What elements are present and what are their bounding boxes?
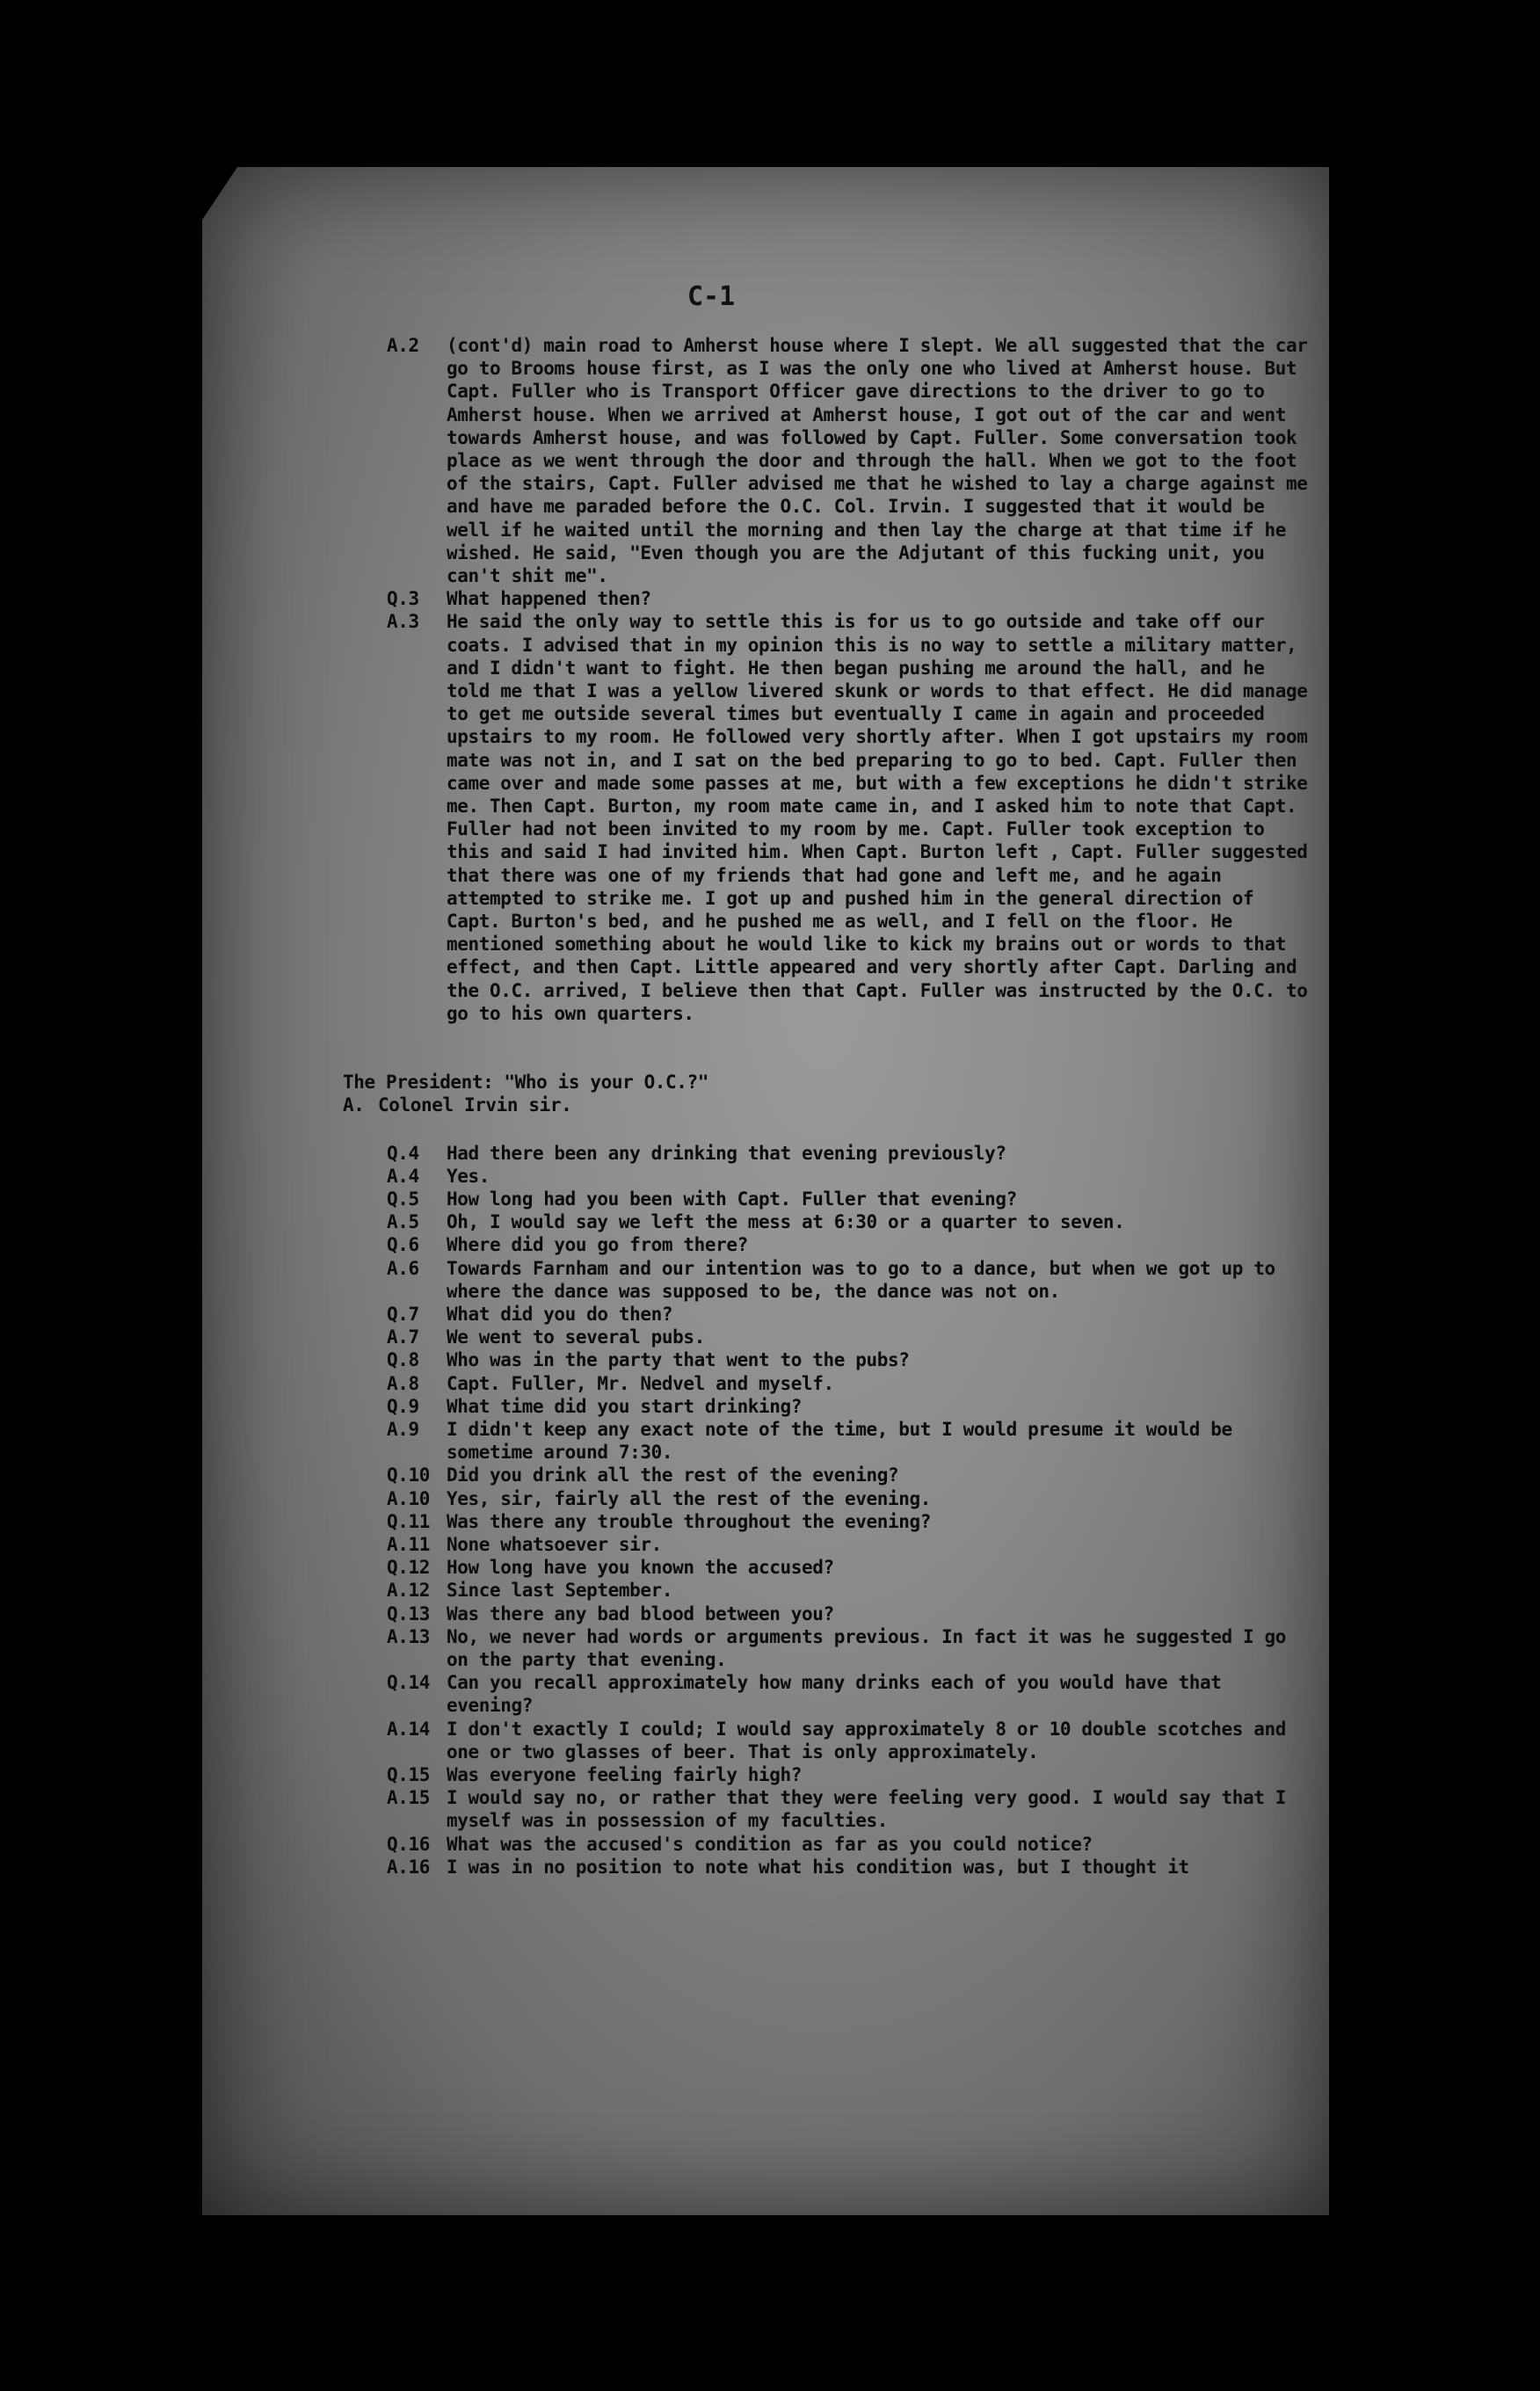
qa-text: (cont'd) main road to Amherst house where I slept. We all suggested that the car go to Brooms house first, as I was the only one who lived at Amherst house. But Capt. Fuller who is Transport Officer gave directions to the driver to go to Amherst house. When we arrived at Amherst house, I got out of the car and went towards Amherst house, and was followed by Capt. Fuller. Some conversation took place as we went through the door and through the hall. When we got to the foot of the stairs, Capt. Fuller advised me that he wished to lay a charge against me and have me paraded before the O.C. Col. Irvin. I suggested that it would be well if he waited until the morning and then lay the charge at that time if he wished. He said, "Even though you are the Adjutant of this fucking unit, you can't shit me".	[447, 335, 1308, 587]
qa-entry	[387, 1602, 1310, 1625]
qa-label: A.15	[387, 1787, 430, 1809]
spacer	[387, 1025, 1310, 1071]
qa-entry	[387, 1464, 1310, 1486]
qa-label: Q.9	[387, 1395, 419, 1417]
qa-text: Who was in the party that went to the pubs?	[447, 1349, 910, 1371]
testimony-body	[343, 334, 1310, 1879]
qa-text: Was everyone feeling fairly high?	[447, 1763, 803, 1785]
qa-entry	[387, 1210, 1310, 1233]
qa-label: Q.15	[387, 1763, 430, 1785]
qa-label: Q.10	[387, 1464, 430, 1486]
qa-label: Q.11	[387, 1510, 430, 1532]
qa-entry	[387, 1418, 1310, 1464]
qa-text: Can you recall approximately how many drinks each of you would have that evening?	[447, 1672, 1222, 1717]
qa-text: Towards Farnham and our intention was to go to a dance, but when we got up to where the dance was supposed to be, the dance was not on.	[447, 1257, 1275, 1302]
qa-label: A.11	[387, 1533, 430, 1555]
qa-label: Q.7	[387, 1303, 419, 1325]
testimony-block-2	[387, 1142, 1310, 1879]
qa-label: A.5	[387, 1211, 419, 1233]
qa-label: A.16	[387, 1856, 430, 1878]
qa-text: Had there been any drinking that evening previously?	[447, 1142, 1006, 1164]
qa-entry	[387, 1625, 1310, 1671]
president-answer-text: Colonel Irvin sir.	[378, 1094, 572, 1116]
qa-text: What happened then?	[447, 588, 651, 610]
qa-entry	[387, 1856, 1310, 1879]
qa-entry	[387, 334, 1310, 587]
qa-label: A.4	[387, 1165, 419, 1187]
qa-entry	[387, 1533, 1310, 1556]
qa-entry	[387, 1718, 1310, 1763]
qa-text: Yes, sir, fairly all the rest of the evening.	[447, 1487, 931, 1509]
qa-entry	[387, 1395, 1310, 1418]
page-number: C-1	[687, 281, 736, 312]
president-question	[343, 1071, 1310, 1094]
president-answer	[343, 1094, 1310, 1116]
qa-label: A.2	[387, 335, 419, 356]
qa-label: A.7	[387, 1326, 419, 1348]
qa-text: What did you do then?	[447, 1303, 673, 1325]
qa-label: Q.13	[387, 1602, 430, 1624]
qa-label: Q.8	[387, 1349, 419, 1371]
qa-text: What was the accused's condition as far as you could notice?	[447, 1833, 1093, 1855]
qa-entry	[387, 1303, 1310, 1326]
qa-text: We went to several pubs.	[447, 1326, 705, 1348]
qa-text: I didn't keep any exact note of the time, but I would presume it would be sometime around 7:30.	[447, 1418, 1232, 1464]
qa-label: Q.5	[387, 1188, 419, 1210]
qa-entry	[387, 1372, 1310, 1395]
torn-corner	[202, 167, 237, 220]
qa-text: Where did you go from there?	[447, 1234, 748, 1256]
qa-text: Since last September.	[447, 1580, 673, 1602]
document-page	[202, 167, 1329, 2215]
qa-text: Was there any bad blood between you?	[447, 1602, 834, 1624]
qa-label: Q.3	[387, 588, 419, 610]
qa-text: How long had you been with Capt. Fuller that evening?	[447, 1188, 1017, 1210]
qa-label: Q.14	[387, 1672, 430, 1694]
qa-label: A.12	[387, 1580, 430, 1602]
qa-text: Oh, I would say we left the mess at 6:30 or a quarter to seven.	[447, 1211, 1125, 1233]
qa-text: I don't exactly I could; I would say approximately 8 or 10 double scotches and one or two glasses of beer. That is only approximately.	[447, 1718, 1286, 1762]
qa-entry	[387, 1556, 1310, 1579]
qa-label: A.14	[387, 1718, 430, 1740]
qa-entry	[387, 1510, 1310, 1533]
qa-label: A.8	[387, 1372, 419, 1394]
qa-text: None whatsoever sir.	[447, 1533, 662, 1555]
qa-label: Q.4	[387, 1142, 419, 1164]
qa-text: How long have you known the accused?	[447, 1557, 834, 1579]
president-speaker: The President:	[343, 1072, 494, 1094]
qa-label: A.9	[387, 1418, 419, 1440]
spacer	[387, 1117, 1310, 1142]
president-answer-label: A.	[343, 1094, 365, 1116]
qa-entry	[387, 1326, 1310, 1348]
qa-text: Was there any trouble throughout the evening?	[447, 1510, 931, 1532]
qa-entry	[387, 610, 1310, 1025]
qa-entry	[387, 1786, 1310, 1832]
qa-entry	[387, 1487, 1310, 1510]
qa-text: I was in no position to note what his condition was, but I thought it	[447, 1856, 1189, 1878]
qa-text: No, we never had words or arguments previous. In fact it was he suggested I go on the party that evening.	[447, 1625, 1286, 1670]
qa-entry	[387, 1833, 1310, 1856]
qa-text: Capt. Fuller, Mr. Nedvel and myself.	[447, 1372, 834, 1394]
qa-entry	[387, 1763, 1310, 1786]
testimony-block-1	[387, 334, 1310, 1025]
qa-entry	[387, 1671, 1310, 1717]
qa-text: I would say no, or rather that they were feeling very good. I would say that I myself was in possession of my faculties.	[447, 1787, 1286, 1832]
qa-label: Q.16	[387, 1833, 430, 1855]
qa-entry	[387, 1188, 1310, 1210]
president-question-text: "Who is your O.C.?"	[504, 1072, 709, 1094]
qa-entry	[387, 1579, 1310, 1602]
qa-label: A.3	[387, 611, 419, 633]
qa-label: Q.6	[387, 1234, 419, 1256]
qa-entry	[387, 1348, 1310, 1371]
qa-text: Did you drink all the rest of the evening?	[447, 1464, 899, 1486]
qa-text: He said the only way to settle this is for us to go outside and take off our coats. I advised that in my opinion this is no way to settle a military matter, and I didn't want to fight. He then began pushing me around the hall, and he told me that I was a yellow livered skunk or words to that effect. He did manage to get me outside several times but eventually I came in again and proceeded upstairs to my room. He followed very shortly after. When I got upstairs my room mate was not in, and I sat on the bed preparing to go to bed. Capt. Fuller then came over and made some passes at me, but with a few exceptions he didn't strike me. Then Capt. Burton, my room mate came in, and I asked him to note that Capt. Fuller had not been invited to my room by me. Capt. Fuller took exception to this and said I had invited him. When Capt. Burton left , Capt. Fuller suggested that there was one of my friends that had gone and left me, and he again attempted to strike me. I got up and pushed him in the general direction of Capt. Burton's bed, and he pushed me as well, and I fell on the floor. He mentioned something about he would like to kick my brains out or words to that effect, and then Capt. Little appeared and very shortly after Capt. Darling and the O.C. arrived, I believe then that Capt. Fuller was instructed by the O.C. to go to his own quarters.	[447, 611, 1308, 1024]
qa-entry	[387, 1257, 1310, 1303]
qa-text: Yes.	[447, 1165, 490, 1187]
qa-label: Q.12	[387, 1557, 430, 1579]
qa-entry	[387, 587, 1310, 610]
qa-entry	[387, 1165, 1310, 1188]
qa-text: What time did you start drinking?	[447, 1395, 803, 1417]
qa-entry	[387, 1233, 1310, 1256]
qa-label: A.13	[387, 1625, 430, 1647]
qa-label: A.6	[387, 1257, 419, 1279]
qa-entry	[387, 1142, 1310, 1165]
qa-label: A.10	[387, 1487, 430, 1509]
